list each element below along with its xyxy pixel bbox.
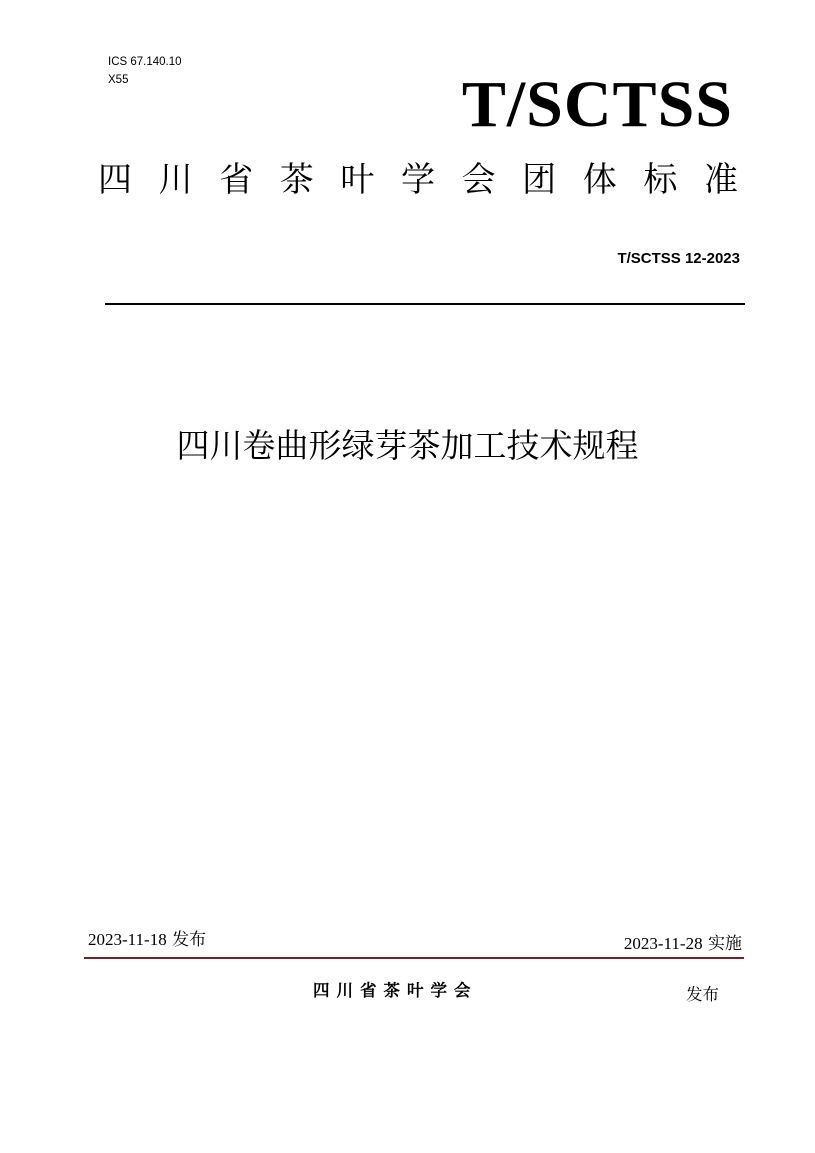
standard-type-char: 省 — [219, 160, 254, 200]
issue-date: 2023-11-18 — [88, 930, 167, 949]
standard-type-char: 叶 — [340, 160, 375, 200]
standard-type-heading — [98, 158, 738, 202]
standard-type-char: 学 — [400, 160, 435, 200]
implement-label: 实施 — [708, 934, 742, 954]
implement-date: 2023-11-28 — [623, 934, 703, 953]
org-logo: T/SCTSS — [461, 68, 733, 141]
standard-type-char: 标 — [643, 160, 678, 200]
classification-code: X55 — [108, 74, 129, 86]
ics-code: ICS 67.140.10 — [108, 56, 182, 68]
header-divider — [105, 303, 745, 305]
issue-label: 发布 — [172, 930, 207, 950]
implement-date-line — [624, 933, 742, 955]
standard-type-char: 准 — [703, 160, 738, 200]
publisher-name: 四川省茶叶学会 — [313, 981, 478, 1000]
standard-number: T/SCTSS 12-2023 — [617, 250, 740, 267]
standard-type-char: 茶 — [279, 160, 314, 200]
issue-date-line — [88, 929, 206, 951]
standard-type-char: 川 — [158, 160, 193, 200]
standard-type-char: 体 — [582, 160, 617, 200]
standard-type-char: 四 — [98, 160, 132, 200]
footer-divider — [84, 957, 744, 959]
standard-type-char: 团 — [522, 160, 557, 200]
standard-type-char: 会 — [461, 160, 496, 200]
document-title: 四川卷曲形绿芽茶加工技术规程 — [176, 426, 639, 465]
publish-label: 发布 — [686, 985, 719, 1004]
